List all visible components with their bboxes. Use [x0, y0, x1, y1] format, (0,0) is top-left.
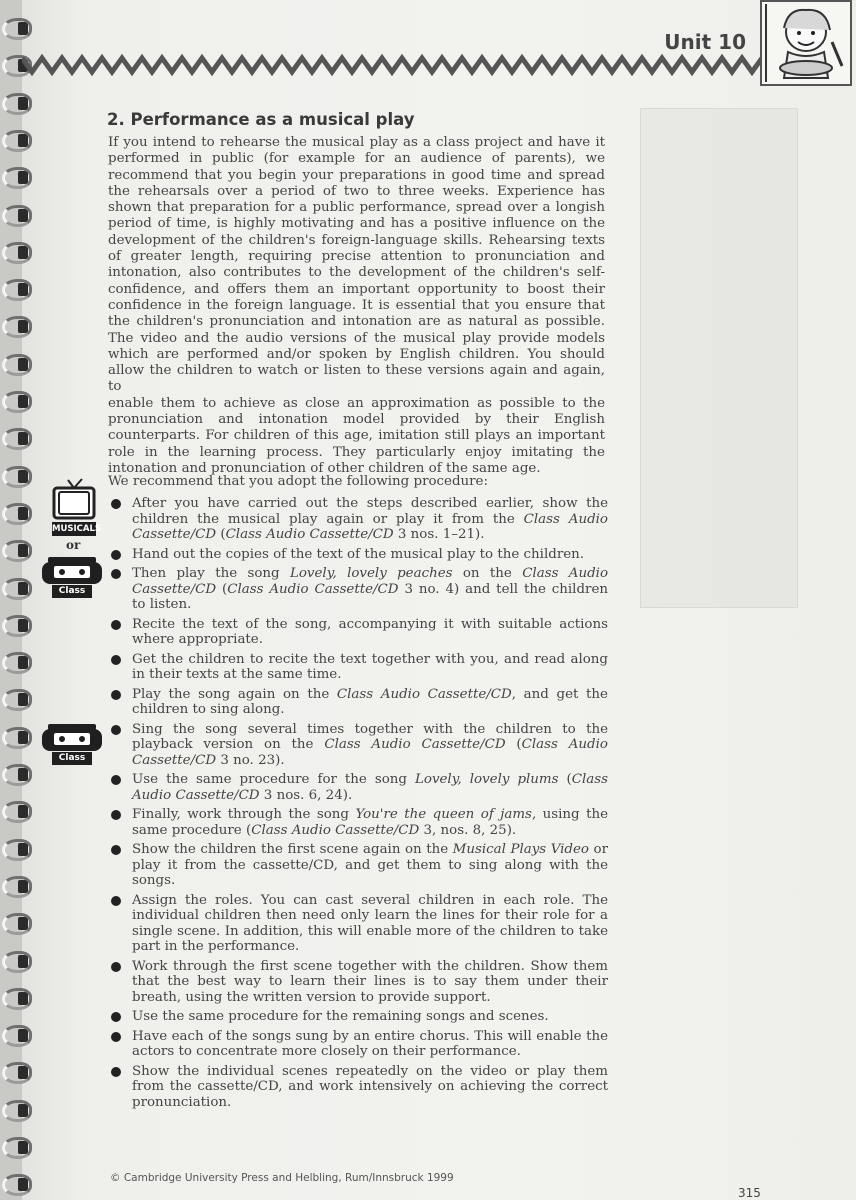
- cassette-player-icon: [40, 723, 104, 753]
- spiral-ring: [2, 540, 32, 562]
- italic-title: Class Audio Cassette/CD: [132, 511, 608, 542]
- step-text: 3 nos. 6, 24).: [259, 787, 353, 803]
- spiral-ring: [2, 242, 32, 264]
- bleed-through-shadow: [640, 108, 798, 608]
- procedure-step-text: [132, 496, 608, 543]
- intro-line: role in the learning process. They particularly enjoy imitating the: [108, 444, 605, 460]
- italic-title: Class Audio Cassette/CD: [336, 686, 512, 702]
- cassette-player-icon: [40, 556, 104, 586]
- intro-line: development of the children's foreign-language skills. Rehearsing texts: [108, 232, 605, 248]
- intro-line: which are performed and/or spoken by English children. You should: [108, 346, 605, 362]
- spiral-ring: [2, 578, 32, 600]
- step-text: Sing the song several times together with the children to the playback version on the: [132, 721, 608, 752]
- step-text: Work through the first scene together with the children. Show them that the best way to learn their lines is to say them under their breath, using the written version to provide support.: [132, 958, 608, 1005]
- procedure-step-text: [132, 1029, 608, 1060]
- italic-title: Class Audio Cassette/CD: [225, 527, 394, 542]
- mascot-illustration: [760, 0, 852, 86]
- procedure-lead: We recommend that you adopt the following procedure:: [108, 474, 488, 489]
- copyright-footer: © Cambridge University Press and Helbling, Rum/Innsbruck 1999: [110, 1172, 454, 1184]
- spiral-ring: [2, 652, 32, 674]
- intro-line: If you intend to rehearse the musical play as a class project and have it: [108, 135, 605, 150]
- bullet-icon: [111, 962, 121, 972]
- bullet-icon: [111, 1032, 121, 1042]
- procedure-step: [108, 547, 608, 563]
- procedure-step: [108, 959, 608, 1006]
- spiral-ring: [2, 913, 32, 935]
- procedure-step: [108, 893, 608, 955]
- spiral-ring: [2, 167, 32, 189]
- procedure-step-text: [132, 687, 608, 718]
- italic-title: Class Audio Cassette/CD: [227, 581, 399, 597]
- intro-line: intonation, also contributes to the development of the children's self-: [108, 265, 605, 281]
- spiral-binding: [0, 0, 44, 1200]
- musicals-video-icon: [52, 478, 101, 536]
- chef-girl-icon: [762, 2, 850, 84]
- intro-line: intonation and pronunciation of other children of the same age.: [108, 460, 541, 476]
- step-text: Show the individual scenes repeatedly on the video or play them from the cassette/CD, and work intensively on achieving the correct pronunciation.: [132, 1063, 608, 1110]
- spiral-ring: [2, 466, 32, 488]
- spiral-ring: [2, 727, 32, 749]
- procedure-step-text: [132, 772, 608, 803]
- intro-line: shown that preparation for a public performance, spread over a longish: [108, 200, 605, 216]
- section-title: 2. Performance as a musical play: [107, 110, 415, 129]
- spiral-ring: [2, 951, 32, 973]
- step-text: 3 no. 23).: [216, 752, 285, 768]
- spiral-ring: [2, 205, 32, 227]
- spiral-ring: [2, 876, 32, 898]
- procedure-step: [108, 772, 608, 803]
- intro-line: confidence, and offers them an important opportunity to boost their: [108, 281, 605, 297]
- bullet-icon: [111, 620, 121, 630]
- bullet-icon: [111, 1012, 121, 1022]
- intro-line: pronunciation and intonation model provided by their English: [108, 412, 605, 428]
- procedure-step: [108, 842, 608, 889]
- step-text: Use the same procedure for the remaining songs and scenes.: [132, 1009, 549, 1024]
- step-text: Use the same procedure for the song: [132, 772, 415, 787]
- step-text: Assign the roles. You can cast several children in each role. The individual children then need only learn the lines for their role for a single scene. In addition, this will enable more of the children to take part in the performance.: [132, 892, 608, 954]
- spiral-ring: [2, 428, 32, 450]
- spiral-ring: [2, 391, 32, 413]
- tv-icon: [52, 478, 96, 522]
- zigzag-border: [22, 52, 782, 78]
- intro-line: period of time, is highly motivating and has a positive influence on the: [108, 216, 605, 232]
- bullet-icon: [111, 845, 121, 855]
- procedure-step-text: [132, 1064, 608, 1111]
- spiral-ring: [2, 503, 32, 525]
- italic-title: Class Audio Cassette/CD: [132, 772, 608, 803]
- bullet-icon: [111, 499, 121, 509]
- step-text: After you have carried out the steps described earlier, show the children the musical play again or play it from the: [132, 496, 608, 527]
- intro-line: The video and the audio versions of the musical play provide models: [108, 330, 605, 346]
- bullet-icon: [111, 810, 121, 820]
- step-text: Get the children to recite the text together with you, and read along in their texts at the same time.: [132, 651, 608, 682]
- intro-line: the rehearsals over a period of two to three weeks. Experience has: [108, 183, 605, 199]
- step-text: Finally, work through the song: [132, 807, 356, 822]
- procedure-list: [108, 496, 608, 1114]
- intro-line: confidence in the foreign language. It is essential that you ensure that: [108, 297, 605, 313]
- bullet-icon: [111, 655, 121, 665]
- procedure-step: [108, 687, 608, 718]
- bullet-icon: [111, 690, 121, 700]
- step-text: (: [216, 581, 228, 597]
- italic-title: Class Audio Cassette/CD: [324, 737, 506, 752]
- spiral-ring: [2, 354, 32, 376]
- intro-line: recommend that you begin your preparations in good time and spread: [108, 167, 605, 183]
- unit-label: Unit 10: [664, 30, 746, 54]
- step-text: 3 no. 4) and tell the children to listen.: [132, 581, 608, 612]
- procedure-step-text: [132, 652, 608, 683]
- spiral-ring: [2, 1062, 32, 1084]
- procedure-step: [108, 807, 608, 838]
- intro-paragraph: [108, 135, 605, 477]
- procedure-step: [108, 1009, 608, 1025]
- procedure-step: [108, 566, 608, 613]
- procedure-step: [108, 617, 608, 648]
- page-number: 315: [738, 1186, 761, 1200]
- bullet-icon: [111, 1067, 121, 1077]
- intro-line: enable them to achieve as close an approximation as possible to the: [108, 395, 605, 411]
- bullet-icon: [111, 775, 121, 785]
- italic-title: You're the queen of jams: [355, 807, 532, 822]
- step-text: on the: [452, 566, 523, 581]
- procedure-step: [108, 496, 608, 543]
- intro-line: counterparts. For children of this age, imitation still plays an important: [108, 428, 605, 444]
- procedure-step: [108, 652, 608, 683]
- step-text: Show the children the first scene again on the: [132, 842, 453, 857]
- procedure-step: [108, 722, 608, 769]
- spiral-ring: [2, 316, 32, 338]
- spiral-ring: [2, 1174, 32, 1196]
- intro-line: allow the children to watch or listen to these versions again and again, to: [108, 363, 605, 395]
- step-text: Have each of the songs sung by an entire chorus. This will enable the actors to concentrate more closely on their performance.: [132, 1028, 608, 1059]
- spiral-ring: [2, 1100, 32, 1122]
- intro-line: the children's pronunciation and intonation are as natural as possible.: [108, 314, 605, 330]
- bullet-icon: [111, 725, 121, 735]
- intro-line: performed in public (for example for an audience of parents), we: [108, 151, 605, 167]
- procedure-step-text: [132, 807, 608, 838]
- procedure-step: [108, 1029, 608, 1060]
- spiral-ring: [2, 279, 32, 301]
- class-cassette-icon: [40, 556, 104, 598]
- procedure-step-text: [132, 566, 608, 613]
- class-label: Class: [52, 585, 92, 598]
- step-text: (: [505, 737, 522, 752]
- italic-title: Lovely, lovely plums: [414, 772, 559, 787]
- spiral-ring: [2, 1137, 32, 1159]
- bullet-icon: [111, 550, 121, 560]
- step-text: Play the song again on the: [132, 686, 337, 702]
- intro-line: of greater length, requiring precise attention to pronunciation and: [108, 249, 605, 265]
- spiral-ring: [2, 1025, 32, 1047]
- step-text: 3, nos. 8, 25).: [419, 822, 517, 838]
- procedure-step-text: [132, 959, 608, 1006]
- class-cassette-icon-2: [40, 723, 104, 765]
- step-text: , using the same procedure (: [132, 807, 608, 838]
- spiral-ring: [2, 764, 32, 786]
- bullet-icon: [111, 896, 121, 906]
- step-text: Then play the song: [132, 566, 290, 581]
- spiral-ring: [2, 130, 32, 152]
- italic-title: Lovely, lovely peaches: [289, 566, 453, 581]
- step-text: Recite the text of the song, accompanying it with suitable actions where appropriate.: [132, 616, 608, 647]
- procedure-step-text: [132, 722, 608, 769]
- italic-title: Class Audio Cassette/CD: [132, 566, 609, 597]
- procedure-step: [108, 1064, 608, 1111]
- spiral-ring: [2, 988, 32, 1010]
- spiral-ring: [2, 93, 32, 115]
- italic-title: Musical Plays Video: [452, 842, 589, 857]
- spiral-ring: [2, 615, 32, 637]
- step-text: 3 nos. 1–21).: [393, 527, 485, 542]
- step-text: (: [216, 527, 226, 542]
- bullet-icon: [111, 569, 121, 579]
- step-text: or play it from the cassette/CD, and get them to sing along with the songs.: [132, 842, 608, 888]
- spiral-ring: [2, 839, 32, 861]
- spiral-ring: [2, 18, 32, 40]
- procedure-step-text: [132, 1009, 608, 1025]
- class-label-2: Class: [52, 752, 92, 765]
- step-text: Hand out the copies of the text of the musical play to the children.: [132, 546, 585, 562]
- italic-title: Class Audio Cassette/CD: [251, 822, 420, 838]
- procedure-step-text: [132, 547, 608, 563]
- procedure-step-text: [132, 617, 608, 648]
- step-text: (: [558, 772, 572, 787]
- spiral-ring: [2, 689, 32, 711]
- or-label: or: [66, 538, 81, 552]
- musicals-label: MUSICALS: [52, 524, 101, 534]
- italic-title: Class Audio Cassette/CD: [132, 737, 608, 768]
- procedure-step-text: [132, 893, 608, 955]
- spiral-ring: [2, 801, 32, 823]
- step-text: , and get the children to sing along.: [132, 686, 608, 717]
- procedure-step-text: [132, 842, 608, 889]
